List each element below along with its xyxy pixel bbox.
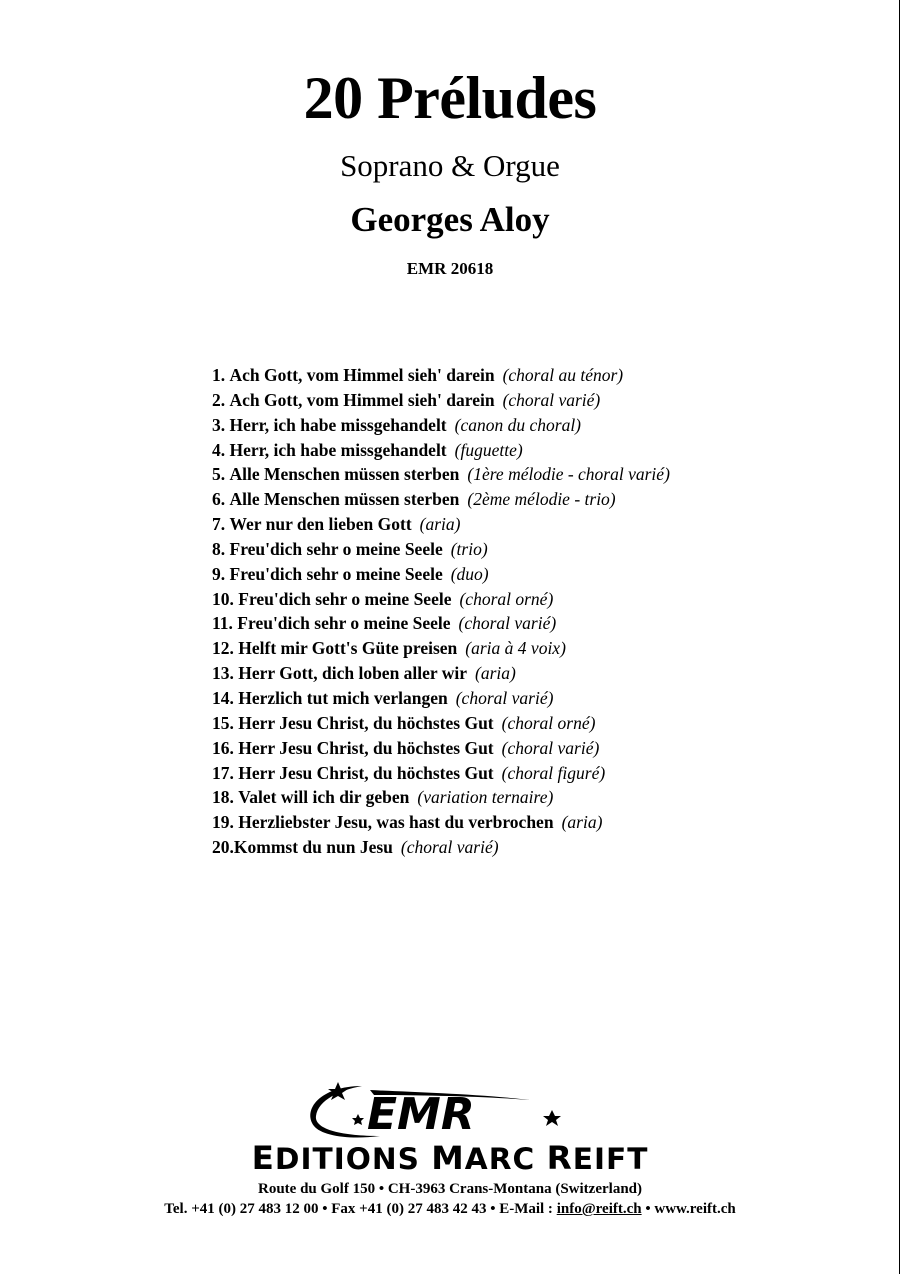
toc-item-number: 3.: [212, 414, 226, 435]
toc-item: [212, 512, 670, 537]
toc-item-title: Freu'dich sehr o meine Seele: [229, 563, 443, 584]
toc-item-form: (choral au ténor): [502, 365, 624, 385]
toc-item: [212, 438, 670, 463]
composer-name: Georges Aloy: [350, 200, 550, 239]
toc-item: [212, 462, 670, 487]
toc-item-form: (aria à 4 voix): [465, 638, 566, 659]
catalog-number: EMR 20618: [406, 259, 494, 278]
toc-item-title: Ach Gott, vom Himmel sieh' darein: [229, 365, 495, 385]
toc-item-form: (2ème mélodie - trio): [467, 489, 616, 510]
logo-text: EMR: [367, 1089, 475, 1140]
toc-item: [212, 686, 670, 711]
toc-item: [212, 636, 670, 661]
table-of-contents: [212, 363, 670, 860]
toc-item: [212, 388, 670, 413]
toc-item-number: 10.: [212, 588, 234, 609]
toc-item-number: 15.: [212, 712, 234, 733]
toc-item-title: Alle Menschen müssen sterben: [229, 464, 460, 485]
toc-item-number: 11.: [212, 613, 233, 634]
toc-item: [212, 761, 670, 786]
toc-item-title: Freu'dich sehr o meine Seele: [238, 588, 452, 609]
toc-item-number: 18.: [212, 787, 234, 808]
publisher-name: EDITIONS MARC REIFT: [251, 1139, 649, 1177]
toc-item: [212, 785, 670, 810]
toc-item-number: 14.: [212, 687, 234, 708]
toc-item: [212, 711, 670, 736]
toc-item-number: 19.: [212, 812, 234, 833]
toc-item-form: (choral varié): [458, 613, 557, 634]
toc-item-form: (trio): [450, 538, 488, 559]
toc-item: [212, 562, 670, 587]
toc-item-form: (choral varié): [400, 837, 499, 858]
toc-item: [212, 835, 670, 860]
toc-item: [212, 537, 670, 562]
publisher-address: Route du Golf 150 • CH-3963 Crans-Montana (Switzerland): [258, 1181, 642, 1197]
toc-item-number: 9.: [212, 563, 226, 584]
toc-item-number: 8.: [212, 538, 226, 559]
logo-star-small: [352, 1114, 364, 1125]
toc-item-form: (choral orné): [501, 712, 596, 733]
toc-item-title: Ach Gott, vom Himmel sieh' darein: [229, 389, 495, 410]
publisher-contact: Tel. +41 (0) 27 483 12 00 • Fax +41 (0) 27 483 42 43 • E-Mail : info@reift.ch • www.reift.ch: [164, 1201, 736, 1217]
toc-item-title: Herr Gott, dich loben aller wir: [238, 663, 468, 684]
toc-item-number: 1.: [212, 365, 226, 385]
toc-item-form: (1ère mélodie - choral varié): [467, 464, 670, 485]
toc-item-form: (aria): [561, 812, 603, 833]
toc-item-title: Herr Jesu Christ, du höchstes Gut: [238, 712, 494, 733]
toc-item-title: Helft mir Gott's Güte preisen: [238, 638, 458, 659]
toc-item: [212, 487, 670, 512]
toc-item-title: Freu'dich sehr o meine Seele: [229, 538, 443, 559]
emr-logo: [300, 1074, 580, 1144]
toc-item-number: 4.: [212, 439, 226, 460]
toc-item-number: 6.: [212, 489, 226, 510]
toc-item: [212, 363, 670, 388]
toc-item-form: (choral varié): [455, 687, 554, 708]
toc-item: [212, 661, 670, 686]
email-link[interactable]: info@reift.ch: [556, 1201, 642, 1217]
toc-item-form: (aria): [419, 514, 461, 535]
toc-item-number: 5.: [212, 464, 226, 485]
toc-item-title: Herr Jesu Christ, du höchstes Gut: [238, 737, 494, 758]
toc-item-form: (canon du choral): [454, 414, 582, 435]
toc-item-title: Valet will ich dir geben: [238, 787, 410, 808]
toc-item-form: (choral varié): [501, 737, 600, 758]
toc-item: [212, 736, 670, 761]
toc-item-form: (aria): [475, 663, 516, 684]
toc-item-title: Freu'dich sehr o meine Seele: [237, 613, 451, 634]
toc-item-title: Kommst du nun Jesu: [233, 837, 393, 858]
toc-item-form: (fuguette): [454, 439, 523, 460]
toc-item-form: (duo): [450, 563, 489, 584]
toc-item-title: Herr, ich habe missgehandelt: [229, 414, 447, 435]
toc-item-number: 17.: [212, 762, 234, 783]
emr-logo-graphic: [300, 1074, 580, 1144]
toc-item-title: Herzliebster Jesu, was hast du verbrochen: [238, 812, 554, 833]
toc-item-title: Herr Jesu Christ, du höchstes Gut: [238, 762, 494, 783]
toc-item-form: (choral orné): [459, 588, 554, 609]
instrumentation: Soprano & Orgue: [340, 148, 560, 183]
toc-item-number: 7.: [212, 514, 226, 535]
toc-item-number: 20.: [212, 837, 234, 858]
toc-item-number: 16.: [212, 737, 234, 758]
toc-item: [212, 611, 670, 636]
toc-item-number: 12.: [212, 638, 234, 659]
toc-item-form: (choral figuré): [501, 762, 606, 783]
toc-item-form: (variation ternaire): [417, 787, 554, 808]
toc-item-number: 13.: [212, 663, 234, 684]
toc-item-title: Herzlich tut mich verlangen: [238, 687, 448, 708]
toc-item: [212, 413, 670, 438]
toc-item: [212, 587, 670, 612]
toc-item-title: Wer nur den lieben Gott: [229, 514, 412, 535]
toc-item-number: 2.: [212, 389, 226, 410]
toc-item: [212, 810, 670, 835]
toc-item-title: Alle Menschen müssen sterben: [229, 489, 460, 510]
toc-item-form: (choral varié): [502, 389, 601, 410]
logo-star-left: [328, 1082, 348, 1100]
logo-star-right: [543, 1110, 561, 1126]
toc-item-title: Herr, ich habe missgehandelt: [229, 439, 447, 460]
page-title: 20 Préludes: [303, 65, 597, 131]
